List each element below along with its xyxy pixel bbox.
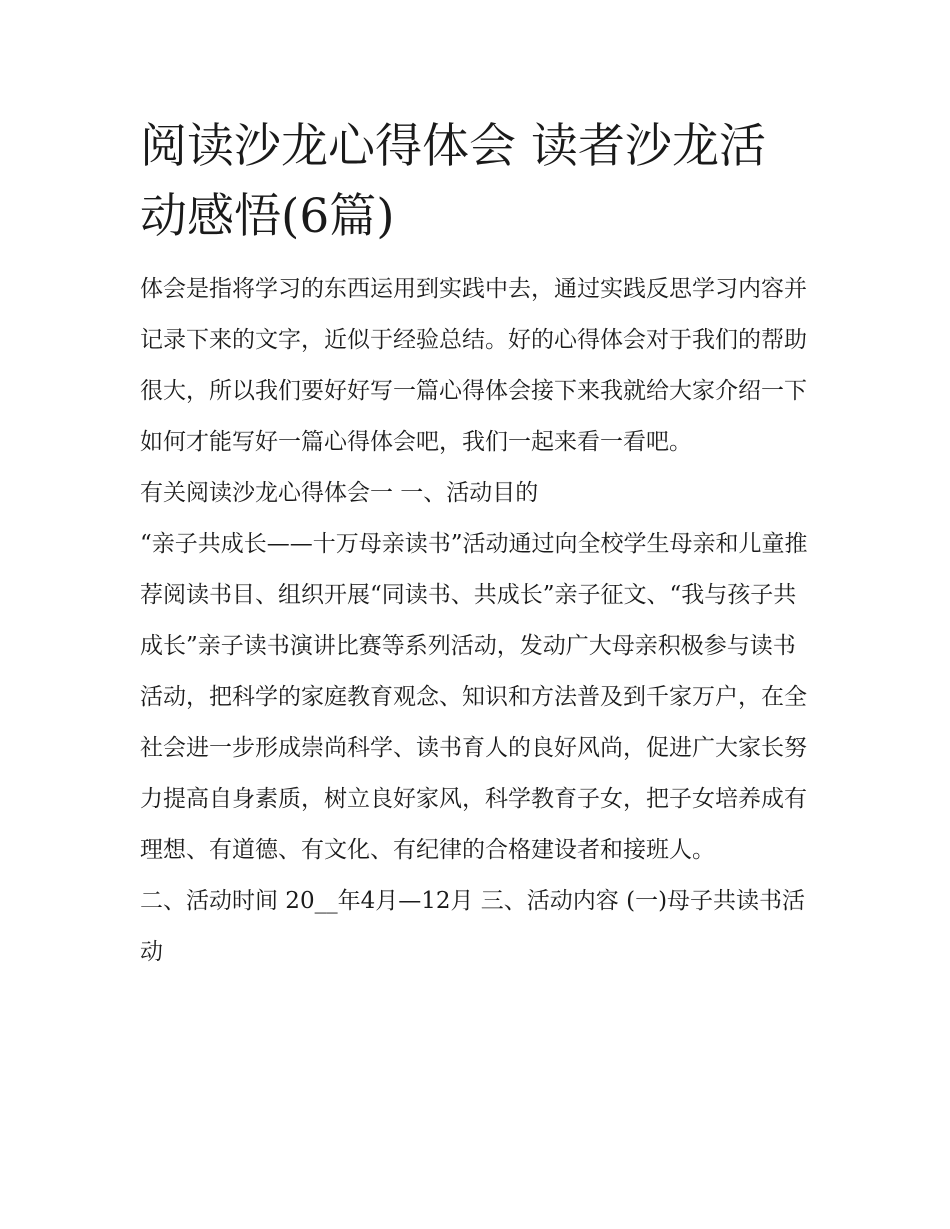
intro-paragraph: 体会是指将学习的东西运用到实践中去，通过实践反思学习内容并记录下来的文字，近似于经验总结。好的心得体会对于我们的帮助很大，所以我们要好好写一篇心得体会接下来我就给大家介绍一下如何才能写好一篇心得体会吧，我们一起来看一看吧。 bbox=[140, 276, 807, 455]
activity-purpose-paragraph: “亲子共成长——十万母亲读书”活动通过向全校学生母亲和儿童推荐阅读书目、组织开展“同读书、共成长”亲子征文、“我与孩子共成长”亲子读书演讲比赛等系列活动，发动广大母亲积极参与读书活动，把科学的家庭教育观念、知识和方法普及到千家万户，在全社会进一步形成崇尚科学、读书育人的良好风尚，促进广大家长努力提高自身素质，树立良好家风，科学教育子女，把子女培养成有理想、有道德、有文化、有纪律的合格建设者和接班人。 bbox=[140, 531, 808, 863]
activity-time-content-paragraph: 二、活动时间 20__年4月—12月 三、活动内容 (一)母子共读书活动 bbox=[140, 888, 806, 965]
document-page bbox=[140, 112, 812, 978]
document-title: 阅读沙龙心得体会 读者沙龙活动感悟(6篇) bbox=[140, 119, 766, 244]
section-heading-paragraph: 有关阅读沙龙心得体会一 一、活动目的 bbox=[140, 480, 539, 506]
